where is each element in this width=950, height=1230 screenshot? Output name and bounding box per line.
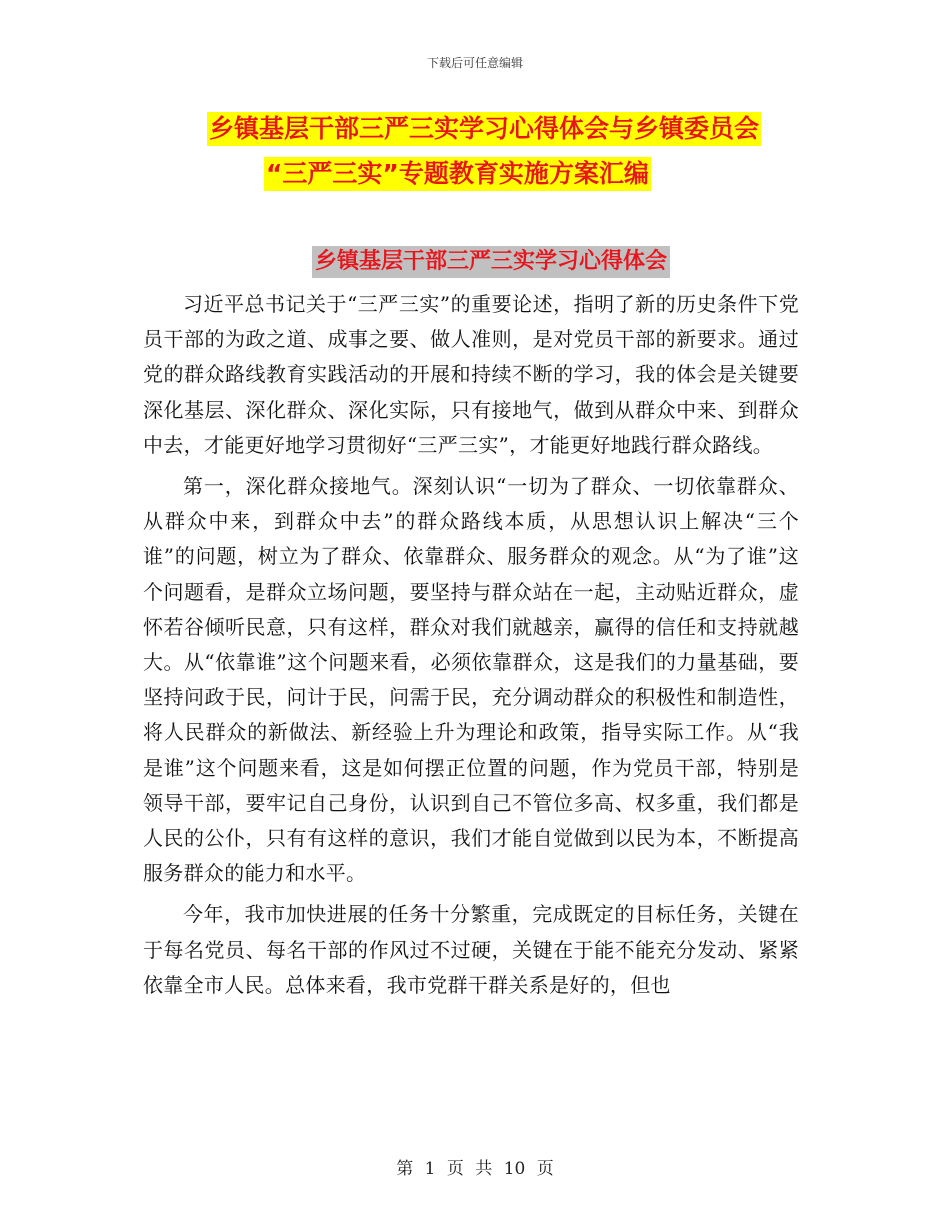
document-title-line-2: “三严三实”专题教育实施方案汇编 — [264, 157, 651, 191]
paragraph-first-point: 第一，深化群众接地气。深刻认识“一切为了群众、一切依靠群众、从群众中来，到群众中去”的群众路线本质，从思想认识上解决“三个谁”的问题，树立为了群众、依靠群众、服务群众的观念。从“为了谁”这个问题看，是群众立场问题，要坚持与群众站在一起，主动贴近群众，虚怀若谷倾听民意，只有这样，群众对我们就越亲，赢得的信任和支持就越大。从“依靠谁”这个问题来看，必须依靠群众，这是我们的力量基础，要坚持问政于民，问计于民，问需于民，充分调动群众的积极性和制造性，将人民群众的新做法、新经验上升为理论和政策，指导实际工作。从“我是谁”这个问题来看，这是如何摆正位置的问题，作为党员干部，特别是领导干部，要牢记自己身份，认识到自己不管位多高、权多重，我们都是人民的公仆，只有有这样的意识，我们才能自觉做到以民为本，不断提高服务群众的能力和水平。 — [143, 474, 799, 886]
paragraph-this-year: 今年，我市加快进展的任务十分繁重，完成既定的目标任务，关键在于每名党员、每名干部的作风过不过硬，关键在于能不能充分发动、紧紧依靠全市人民。总体来看，我市党群干群关系是好的，但也 — [143, 902, 799, 997]
section-title: 乡镇基层干部三严三实学习心得体会 — [312, 246, 670, 278]
page-number-footer: 第 1 页 共 10 页 — [396, 1159, 554, 1179]
document-title-line-1: 乡镇基层干部三严三实学习心得体会与乡镇委员会 — [207, 112, 761, 146]
document-body — [143, 287, 799, 1009]
paragraph-intro: 习近平总书记关于“三严三实”的重要论述，指明了新的历史条件下党员干部的为政之道、成事之要、做人准则，是对党员干部的新要求。通过党的群众路线教育实践活动的开展和持续不断的学习，我的体会是关键要深化基层、深化群众、深化实际，只有接地气，做到从群众中来、到群众中去，才能更好地学习贯彻好“三严三实”，才能更好地践行群众路线。 — [143, 292, 799, 457]
page-header-note: 下载后可任意编辑 — [426, 56, 523, 70]
